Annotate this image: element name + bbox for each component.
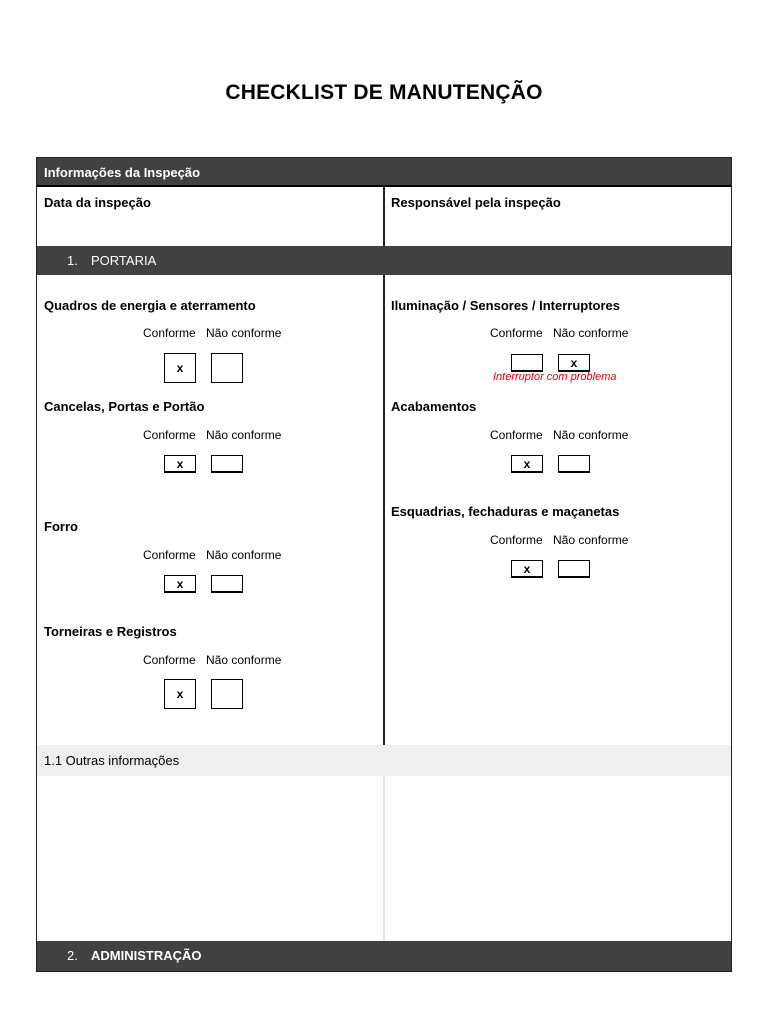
other-info-divider: [383, 776, 385, 941]
other-info-left-field[interactable]: [37, 776, 384, 941]
page-title: CHECKLIST DE MANUTENÇÃO: [225, 81, 543, 104]
nao-conforme-label: Não conforme: [206, 326, 282, 340]
section-title: ADMINISTRAÇÃO: [91, 948, 202, 963]
conforme-label: Conforme: [490, 428, 543, 442]
conforme-checkbox[interactable]: x: [164, 353, 196, 383]
nao-conforme-checkbox[interactable]: [211, 679, 243, 709]
date-label: Data da inspeção: [44, 195, 151, 210]
conforme-label: Conforme: [143, 653, 196, 667]
item-label: Cancelas, Portas e Portão: [44, 399, 205, 414]
field-divider: [383, 187, 385, 246]
section-number: 1.: [67, 253, 78, 268]
conforme-checkbox[interactable]: [511, 354, 543, 372]
other-info-right-field[interactable]: [386, 776, 731, 941]
responsible-field[interactable]: [386, 213, 731, 245]
section-header-portaria: [37, 246, 731, 275]
nao-conforme-label: Não conforme: [553, 533, 629, 547]
conforme-label: Conforme: [143, 548, 196, 562]
conforme-label: Conforme: [143, 326, 196, 340]
nao-conforme-label: Não conforme: [206, 428, 282, 442]
conforme-checkbox[interactable]: x: [511, 455, 543, 473]
problem-note: Interruptor com problema: [493, 371, 617, 383]
nao-conforme-label: Não conforme: [206, 548, 282, 562]
nao-conforme-checkbox[interactable]: [558, 455, 590, 473]
info-header-underline: [37, 185, 731, 187]
item-label: Quadros de energia e aterramento: [44, 298, 256, 313]
section-title: PORTARIA: [91, 253, 157, 268]
conforme-checkbox[interactable]: x: [164, 679, 196, 709]
other-info-header: 1.1 Outras informações: [37, 745, 731, 776]
nao-conforme-label: Não conforme: [553, 326, 629, 340]
conforme-label: Conforme: [490, 326, 543, 340]
nao-conforme-checkbox[interactable]: x: [558, 354, 590, 372]
item-label: Esquadrias, fechaduras e maçanetas: [391, 504, 620, 519]
nao-conforme-checkbox[interactable]: [211, 353, 243, 383]
column-divider: [383, 275, 385, 745]
item-label: Acabamentos: [391, 399, 477, 414]
item-label: Forro: [44, 519, 78, 534]
nao-conforme-label: Não conforme: [553, 428, 629, 442]
conforme-label: Conforme: [143, 428, 196, 442]
info-header: Informações da Inspeção: [37, 158, 731, 187]
date-field[interactable]: [37, 213, 384, 245]
nao-conforme-label: Não conforme: [206, 653, 282, 667]
checklist-form: [36, 157, 732, 972]
conforme-checkbox[interactable]: x: [164, 455, 196, 473]
conforme-checkbox[interactable]: x: [164, 575, 196, 593]
item-label: Iluminação / Sensores / Interruptores: [391, 298, 621, 313]
responsible-label: Responsável pela inspeção: [391, 195, 561, 210]
nao-conforme-checkbox[interactable]: [211, 575, 243, 593]
conforme-checkbox[interactable]: x: [511, 560, 543, 578]
item-label: Torneiras e Registros: [44, 624, 177, 639]
nao-conforme-checkbox[interactable]: [558, 560, 590, 578]
conforme-label: Conforme: [490, 533, 543, 547]
section-number: 2.: [67, 948, 78, 963]
nao-conforme-checkbox[interactable]: [211, 455, 243, 473]
section-header-administracao: [37, 941, 731, 971]
